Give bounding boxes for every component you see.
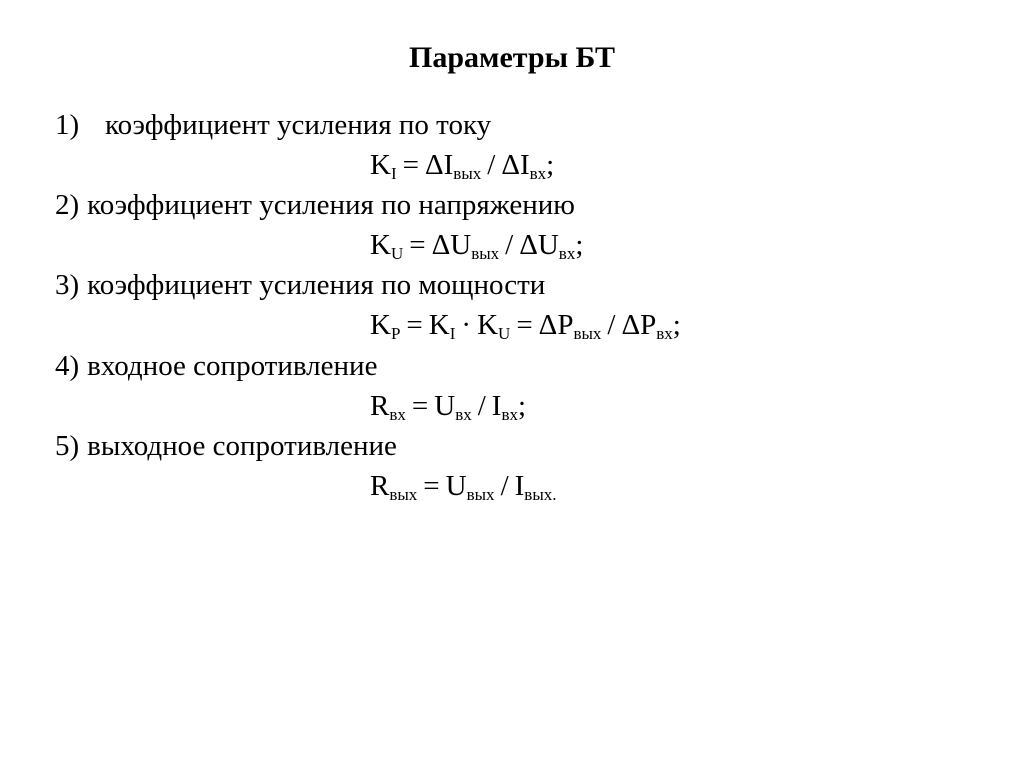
slide-title: Параметры БТ bbox=[409, 41, 615, 74]
list-item-4 bbox=[55, 348, 377, 384]
formula-operator: / bbox=[500, 470, 509, 502]
item-text: коэффициент усиления по напряжению bbox=[87, 189, 575, 221]
list-item-2 bbox=[55, 187, 575, 223]
formula-symbol: ΔU bbox=[431, 229, 472, 261]
formula-operator: = bbox=[411, 390, 429, 422]
formula-subscript: вх bbox=[529, 164, 547, 183]
formula-operator: · bbox=[461, 309, 472, 341]
item-text: коэффициент усиления по току bbox=[105, 109, 492, 141]
formula-symbol: K bbox=[370, 309, 391, 341]
formula-subscript: P bbox=[390, 324, 401, 343]
formula-4 bbox=[370, 388, 526, 424]
formula-symbol: K bbox=[428, 309, 450, 341]
formula-subscript: вых. bbox=[524, 485, 557, 504]
formula-subscript: вх bbox=[656, 324, 673, 343]
formula-2 bbox=[370, 227, 583, 263]
formula-1 bbox=[370, 147, 554, 183]
formula-subscript: I bbox=[390, 164, 397, 183]
formula-subscript: вых bbox=[389, 485, 418, 504]
formula-subscript: вх bbox=[389, 405, 406, 424]
item-text: входное сопротивление bbox=[87, 350, 378, 382]
formula-symbol: K bbox=[370, 229, 391, 261]
formula-symbol: ; bbox=[575, 229, 584, 261]
formula-operator: = bbox=[409, 229, 426, 261]
formula-symbol: ; bbox=[546, 149, 555, 181]
item-text: выходное сопротивление bbox=[87, 430, 397, 462]
formula-subscript: вх bbox=[501, 405, 518, 424]
formula-operator: = bbox=[402, 149, 419, 181]
formula-subscript: вых bbox=[466, 485, 495, 504]
formula-operator: / bbox=[505, 229, 514, 261]
formula-subscript: вх bbox=[455, 405, 472, 424]
formula-operator: = bbox=[516, 309, 533, 341]
formula-symbol: R bbox=[370, 470, 390, 502]
formula-operator: = bbox=[406, 309, 423, 341]
formula-symbol: ; bbox=[672, 309, 681, 341]
formula-symbol: ΔI bbox=[424, 149, 454, 181]
item-text: коэффициент усиления по мощности bbox=[87, 269, 546, 301]
formula-symbol: ΔU bbox=[519, 229, 559, 261]
formula-symbol: ΔP bbox=[538, 309, 574, 341]
formula-subscript: вых bbox=[573, 324, 602, 343]
formula-symbol: ΔP bbox=[621, 309, 657, 341]
formula-symbol: I bbox=[514, 470, 525, 502]
item-number: 3) bbox=[55, 269, 80, 301]
formula-symbol: ΔI bbox=[501, 149, 530, 181]
formula-symbol: R bbox=[370, 390, 390, 422]
formula-subscript: вых bbox=[471, 244, 500, 263]
formula-symbol: K bbox=[477, 309, 499, 341]
formula-symbol: ; bbox=[517, 390, 527, 422]
item-number: 5) bbox=[55, 430, 80, 462]
formula-operator: / bbox=[477, 390, 486, 422]
formula-operator: = bbox=[423, 470, 440, 502]
item-number: 4) bbox=[55, 350, 80, 382]
item-number: 2) bbox=[55, 189, 80, 221]
formula-subscript: U bbox=[498, 324, 511, 343]
formula-operator: / bbox=[487, 149, 496, 181]
formula-subscript: вх bbox=[558, 244, 576, 263]
list-item-3 bbox=[55, 267, 545, 303]
list-item-1 bbox=[55, 107, 491, 143]
formula-symbol: U bbox=[434, 390, 456, 422]
formula-symbol: K bbox=[370, 149, 391, 181]
formula-subscript: вых bbox=[453, 164, 482, 183]
formula-subscript: I bbox=[449, 324, 456, 343]
formula-subscript: U bbox=[390, 244, 404, 263]
formula-symbol: U bbox=[445, 470, 467, 502]
list-item-5 bbox=[55, 428, 397, 464]
item-number: 1) bbox=[55, 109, 80, 141]
formula-5 bbox=[370, 468, 557, 504]
formula-operator: / bbox=[607, 309, 616, 341]
formula-symbol: I bbox=[491, 390, 502, 422]
formula-3 bbox=[370, 307, 681, 343]
